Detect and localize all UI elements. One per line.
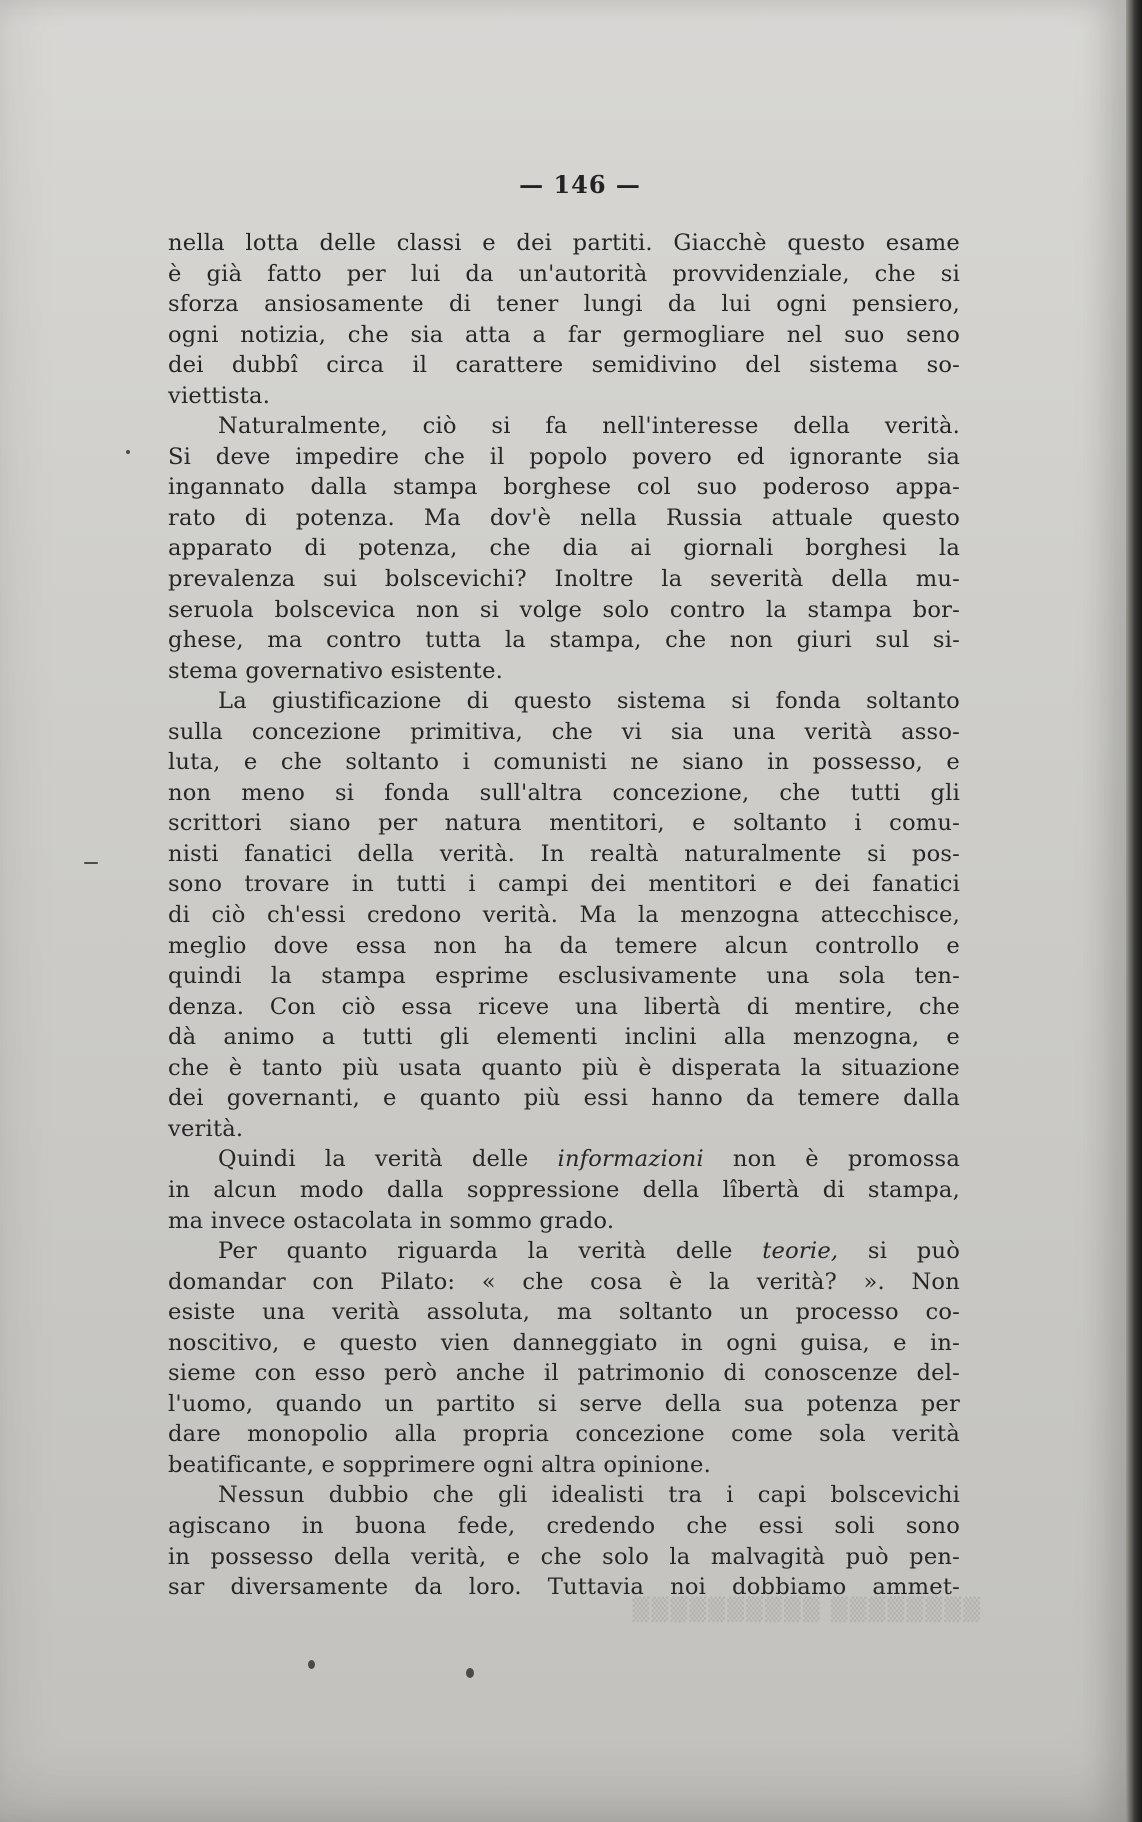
text-line: sieme con esso però anche il patrimonio di conoscenze del- xyxy=(168,1360,960,1387)
text-line: di ciò ch'essi credono verità. Ma la menzogna attecchisce, xyxy=(168,902,960,929)
paragraph-6 xyxy=(168,1480,960,1602)
text-run: si può xyxy=(838,1238,960,1265)
text-line: beatificante, e sopprimere ogni altra opinione. xyxy=(168,1451,711,1478)
text-line: dei governanti, e quanto più essi hanno da temere dalla xyxy=(168,1085,960,1112)
text-line: rato di potenza. Ma dov'è nella Russia attuale questo xyxy=(168,504,960,531)
text-line: verità. xyxy=(168,1115,244,1142)
text-line: denza. Con ciò essa riceve una libertà di mentire, che xyxy=(168,993,960,1020)
paragraph-1 xyxy=(168,228,960,411)
page-text xyxy=(168,228,960,1603)
text-line: sforza ansiosamente di tener lungi da lui ogni pensiero, xyxy=(168,291,960,318)
text-line: nisti fanatici della verità. In realtà naturalmente si pos- xyxy=(168,840,960,867)
paper-speck xyxy=(126,450,130,454)
text-line: apparato di potenza, che dia ai giornali borghesi la xyxy=(168,535,960,562)
text-line: agiscano in buona fede, credendo che essi soli sono xyxy=(168,1512,960,1539)
paper-speck xyxy=(308,1660,315,1669)
text-line: Si deve impedire che il popolo povero ed ignorante sia xyxy=(168,443,960,470)
text-line: dà animo a tutti gli elementi inclini alla menzogna, e xyxy=(168,1024,960,1051)
text-line: prevalenza sui bolscevichi? Inoltre la severità della mu- xyxy=(168,566,960,593)
text-line: stema governativo esistente. xyxy=(168,657,504,684)
text-run: non è promossa xyxy=(703,1146,960,1173)
text-line: ogni notizia, che sia atta a far germogliare nel suo seno xyxy=(168,321,960,348)
text-run: Per quanto riguarda la verità delle xyxy=(218,1238,763,1265)
text-line: scrittori siano per natura mentitori, e soltanto i comu- xyxy=(168,810,960,837)
paper-speck xyxy=(84,862,98,864)
page-number: — 146 — xyxy=(519,170,641,199)
text-line xyxy=(168,1144,960,1175)
text-line: è già fatto per lui da un'autorità provvidenziale, che si xyxy=(168,260,960,287)
text-line: l'uomo, quando un partito si serve della sua potenza per xyxy=(168,1390,960,1417)
show-through-smudge: ▒▒▒▒▒▒▒▒ ▒▒▒▒▒▒▒▒▒▒ xyxy=(630,1598,980,1623)
text-line: luta, e che soltanto i comunisti ne siano in possesso, e xyxy=(168,749,960,776)
text-line: ingannato dalla stampa borghese col suo poderoso appa- xyxy=(168,474,960,501)
text-line: Nessun dubbio che gli idealisti tra i capi bolscevichi xyxy=(218,1482,960,1509)
paragraph-5 xyxy=(168,1236,960,1480)
text-line: dei dubbî circa il carattere semidivino del sistema so- xyxy=(168,352,960,379)
text-line: nella lotta delle classi e dei partiti. Giacchè questo esame xyxy=(168,230,960,256)
text-line: esiste una verità assoluta, ma soltanto un processo co- xyxy=(168,1299,960,1326)
paper-speck xyxy=(466,1668,474,1678)
emphasis-teorie: teorie, xyxy=(762,1238,839,1265)
text-line: ghese, ma contro tutta la stampa, che non giuri sul si- xyxy=(168,627,960,654)
page-edge-shadow xyxy=(1126,0,1142,1822)
text-line: sono trovare in tutti i campi dei mentitori e dei fanatici xyxy=(168,871,960,898)
text-line: sar diversamente da loro. Tuttavia noi dobbiamo ammet- xyxy=(168,1574,960,1601)
text-line: La giustificazione di questo sistema si fonda soltanto xyxy=(218,688,960,715)
text-line: Naturalmente, ciò si fa nell'interesse della verità. xyxy=(218,413,960,440)
text-line: non meno si fonda sull'altra concezione, che tutti gli xyxy=(168,779,960,806)
paragraph-2 xyxy=(168,411,960,686)
text-line: sulla concezione primitiva, che vi sia una verità asso- xyxy=(168,718,960,745)
text-line: domandar con Pilato: « che cosa è la verità? ». Non xyxy=(168,1268,960,1295)
text-line: ma invece ostacolata in sommo grado. xyxy=(168,1207,615,1234)
paragraph-3 xyxy=(168,686,960,1144)
text-line: noscitivo, e questo vien danneggiato in ogni guisa, e in- xyxy=(168,1329,960,1356)
text-line: meglio dove essa non ha da temere alcun controllo e xyxy=(168,932,960,959)
text-line: che è tanto più usata quanto più è disperata la situazione xyxy=(168,1054,960,1081)
emphasis-informazioni: informazioni xyxy=(557,1146,704,1173)
text-line: viettista. xyxy=(168,382,271,409)
text-line: seruola bolscevica non si volge solo contro la stampa bor- xyxy=(168,596,960,623)
text-line: quindi la stampa esprime esclusivamente una sola ten- xyxy=(168,963,960,990)
text-line xyxy=(168,1236,960,1267)
text-line: in possesso della verità, e che solo la malvagità può pen- xyxy=(168,1543,960,1570)
text-run: Quindi la verità delle xyxy=(218,1146,558,1173)
paragraph-4 xyxy=(168,1144,960,1236)
text-line: in alcun modo dalla soppressione della lîbertà di stampa, xyxy=(168,1176,960,1203)
text-line: dare monopolio alla propria concezione come sola verità xyxy=(168,1421,960,1448)
